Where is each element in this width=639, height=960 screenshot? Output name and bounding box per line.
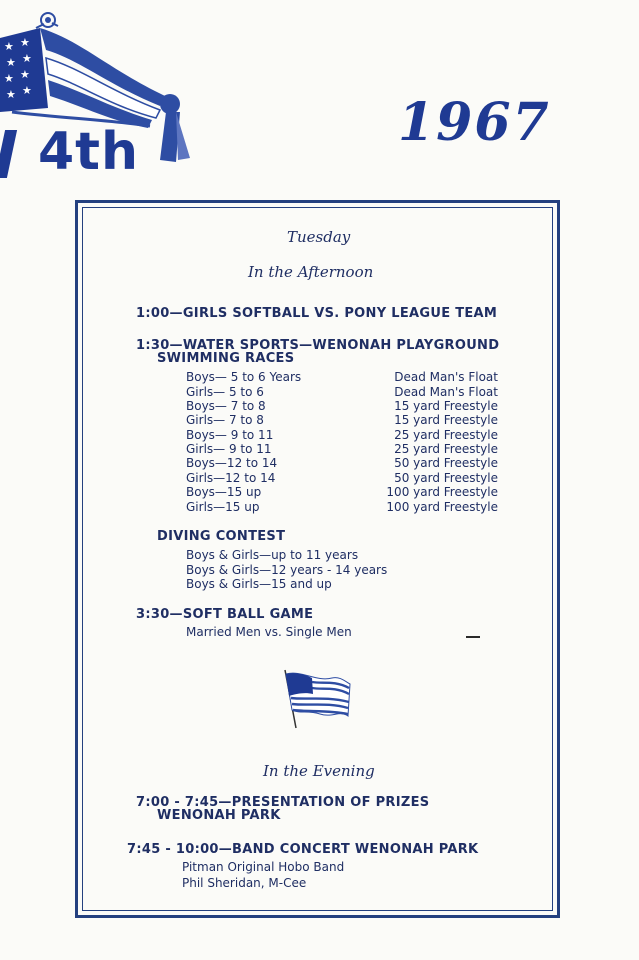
race-row [186, 399, 498, 413]
event-presentation-of-prizes: 7:00 - 7:45—PRESENTATION OF PRIZES [136, 795, 430, 810]
race-group: Boys— 9 to 11 [186, 428, 274, 442]
race-row [186, 385, 498, 399]
race-group: Girls— 7 to 8 [186, 413, 264, 427]
race-event: Dead Man's Float [394, 385, 498, 399]
diving-group: Boys & Girls—15 and up [186, 577, 332, 591]
svg-text:★: ★ [22, 84, 32, 97]
race-row [186, 485, 498, 499]
diving-group: Boys & Girls—12 years - 14 years [186, 563, 388, 577]
svg-text:★: ★ [6, 88, 16, 101]
diving-group: Boys & Girls—up to 11 years [186, 548, 359, 562]
race-row [186, 456, 498, 470]
swimming-races-title: SWIMMING RACES [157, 351, 295, 366]
race-group: Girls— 9 to 11 [186, 442, 272, 456]
evening-heading: In the Evening [263, 762, 375, 780]
race-event: 50 yard Freestyle [394, 471, 498, 485]
svg-text:★: ★ [4, 72, 14, 85]
race-row [186, 471, 498, 485]
race-row [186, 442, 498, 456]
race-group: Girls— 5 to 6 [186, 385, 264, 399]
afternoon-heading: In the Afternoon [248, 263, 374, 281]
presentation-location: WENONAH PARK [157, 808, 281, 823]
race-group: Boys— 5 to 6 Years [186, 370, 302, 384]
race-event: 25 yard Freestyle [394, 428, 498, 442]
stray-mark [466, 636, 480, 638]
race-group: Boys—12 to 14 [186, 456, 278, 470]
event-girls-softball: 1:00—GIRLS SOFTBALL VS. PONY LEAGUE TEAM [136, 306, 498, 321]
event-softball-game: 3:30—SOFT BALL GAME [136, 607, 314, 622]
race-row [186, 500, 498, 514]
race-row [186, 370, 498, 384]
race-event: 100 yard Freestyle [386, 485, 498, 499]
svg-text:★: ★ [22, 52, 32, 65]
year-title: 1967 [398, 92, 551, 153]
band-name: Pitman Original Hobo Band [182, 860, 345, 874]
race-event: Dead Man's Float [394, 370, 498, 384]
event-band-concert: 7:45 - 10:00—BAND CONCERT WENONAH PARK [127, 842, 479, 857]
flag-icon [282, 668, 354, 730]
race-event: 15 yard Freestyle [394, 399, 498, 413]
race-event: 50 yard Freestyle [394, 456, 498, 470]
svg-text:★: ★ [20, 36, 30, 49]
day-heading: Tuesday [287, 228, 351, 246]
master-of-ceremonies: Phil Sheridan, M-Cee [182, 876, 307, 890]
race-event: 100 yard Freestyle [386, 500, 498, 514]
svg-text:★: ★ [6, 56, 16, 69]
svg-text:★: ★ [4, 40, 14, 53]
race-group: Boys— 7 to 8 [186, 399, 266, 413]
race-row [186, 428, 498, 442]
race-group: Girls—15 up [186, 500, 260, 514]
race-row [186, 413, 498, 427]
softball-game-teams: Married Men vs. Single Men [186, 625, 352, 639]
event-water-sports: 1:30—WATER SPORTS—WENONAH PLAYGROUND [136, 338, 500, 353]
race-group: Girls—12 to 14 [186, 471, 276, 485]
race-event: 15 yard Freestyle [394, 413, 498, 427]
svg-text:★: ★ [20, 68, 30, 81]
race-group: Boys—15 up [186, 485, 262, 499]
diving-contest-title: DIVING CONTEST [157, 529, 286, 544]
fourth-title: 4th [38, 122, 140, 182]
race-event: 25 yard Freestyle [394, 442, 498, 456]
